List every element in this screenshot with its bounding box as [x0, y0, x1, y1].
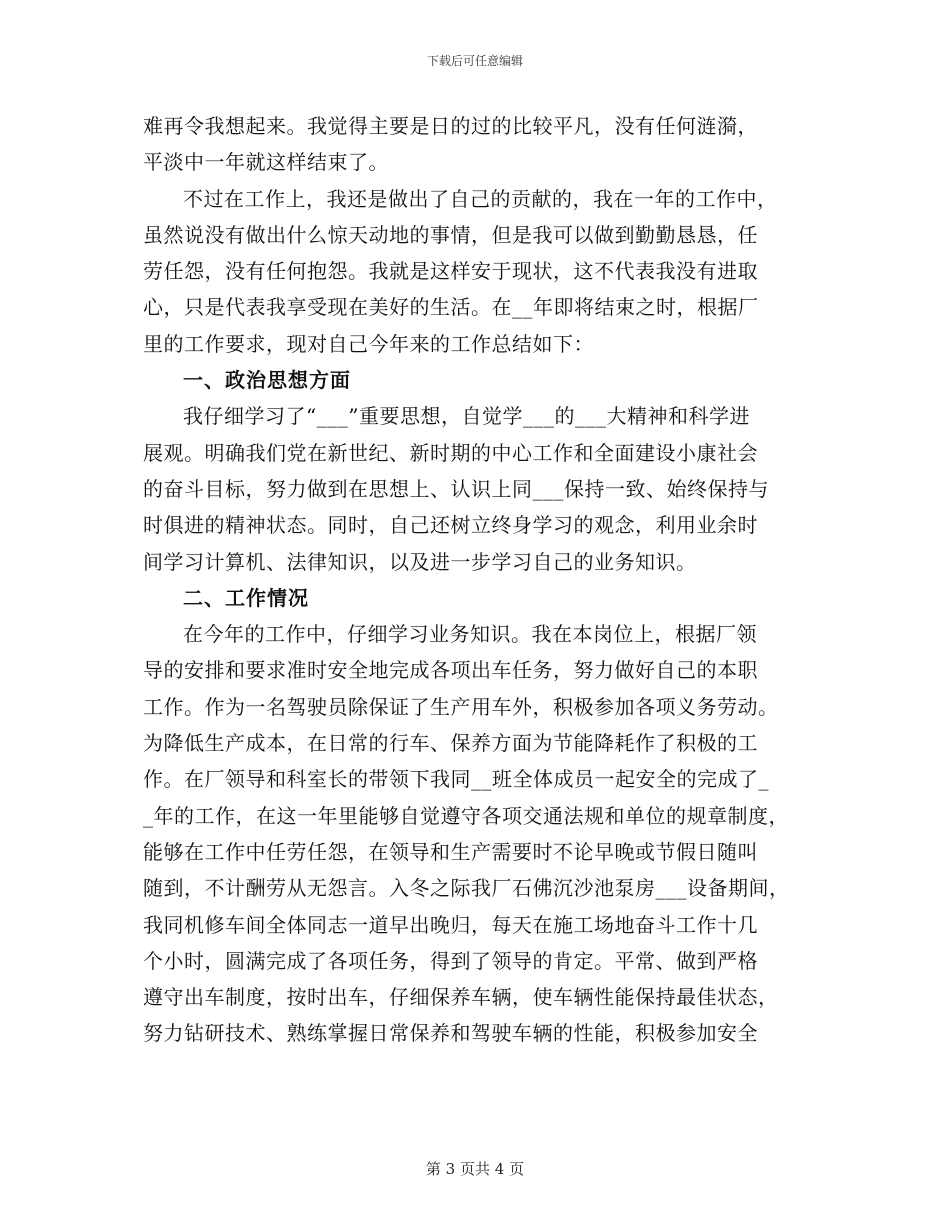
- paragraph-line: 我仔细学习了“___”重要思想，自觉学___的___大精神和科学进: [183, 404, 750, 429]
- paragraph-line: 努力钻研技术、熟练掌握日常保养和驾驶车辆的性能，积极参加安全: [143, 1021, 758, 1046]
- header-note: 下载后可任意编辑: [426, 54, 523, 68]
- paragraph-line: 在今年的工作中，仔细学习业务知识。我在本岗位上，根据厂领: [183, 622, 757, 647]
- page-number: 第 3 页共 4 页: [425, 1160, 525, 1178]
- section-heading: 二、工作情况: [183, 585, 309, 610]
- document-body: [143, 108, 823, 1052]
- paragraph-line: 时俱进的精神状态。同时，自己还树立终身学习的观念，利用业余时: [143, 513, 758, 538]
- section-heading: 一、政治思想方面: [183, 368, 351, 393]
- paragraph-line: 个小时，圆满完成了各项任务，得到了领导的肯定。平常、做到严格: [143, 948, 758, 973]
- paragraph-line: 展观。明确我们党在新世纪、新时期的中心工作和全面建设小康社会: [143, 440, 758, 465]
- paragraph-line: 导的安排和要求准时安全地完成各项出车任务，努力做好自己的本职: [143, 658, 758, 683]
- paragraph-line: 虽然说没有做出什么惊天动地的事情，但是我可以做到勤勤恳恳，任: [143, 222, 758, 247]
- paragraph-line: 能够在工作中任劳任怨，在领导和生产需要时不论早晚或节假日随叫: [143, 839, 758, 864]
- paragraph-line: 间学习计算机、法律知识，以及进一步学习自己的业务知识。: [143, 549, 697, 574]
- paragraph-line: 劳任怨，没有任何抱怨。我就是这样安于现状，这不代表我没有进取: [143, 259, 758, 284]
- paragraph-line: 工作。作为一名驾驶员除保证了生产用车外，积极参加各项义务劳动。: [143, 694, 779, 719]
- paragraph-line: 难再令我想起来。我觉得主要是日的过的比较平凡，没有任何涟漪，: [143, 114, 758, 138]
- paragraph-line: 的奋斗目标，努力做到在思想上、认识上同___保持一致、始终保持与: [143, 476, 769, 501]
- paragraph-line: 平淡中一年就这样结束了。: [143, 150, 389, 175]
- paragraph-line: 遵守出车制度，按时出车，仔细保养车辆，使车辆性能保持最佳状态，: [143, 985, 779, 1010]
- paragraph-line: 随到，不计酬劳从无怨言。入冬之际我厂石佛沉沙池泵房___设备期间，: [143, 876, 790, 901]
- paragraph-line: 我同机修车间全体同志一道早出晚归，每天在施工场地奋斗工作十几: [143, 912, 758, 937]
- paragraph-line: 心，只是代表我享受现在美好的生活。在__年即将结束之时，根据厂: [143, 295, 759, 320]
- paragraph-line: _年的工作，在这一年里能够自觉遵守各项交通法规和单位的规章制度，: [143, 803, 789, 828]
- paragraph-line: 不过在工作上，我还是做出了自己的贡献的，我在一年的工作中，: [183, 186, 778, 211]
- paragraph-line: 为降低生产成本，在日常的行车、保养方面为节能降耗作了积极的工: [143, 731, 758, 756]
- paragraph-line: 作。在厂领导和科室长的带领下我同__班全体成员一起安全的完成了_: [143, 767, 769, 792]
- paragraph-line: 里的工作要求，现对自己今年来的工作总结如下：: [143, 331, 594, 356]
